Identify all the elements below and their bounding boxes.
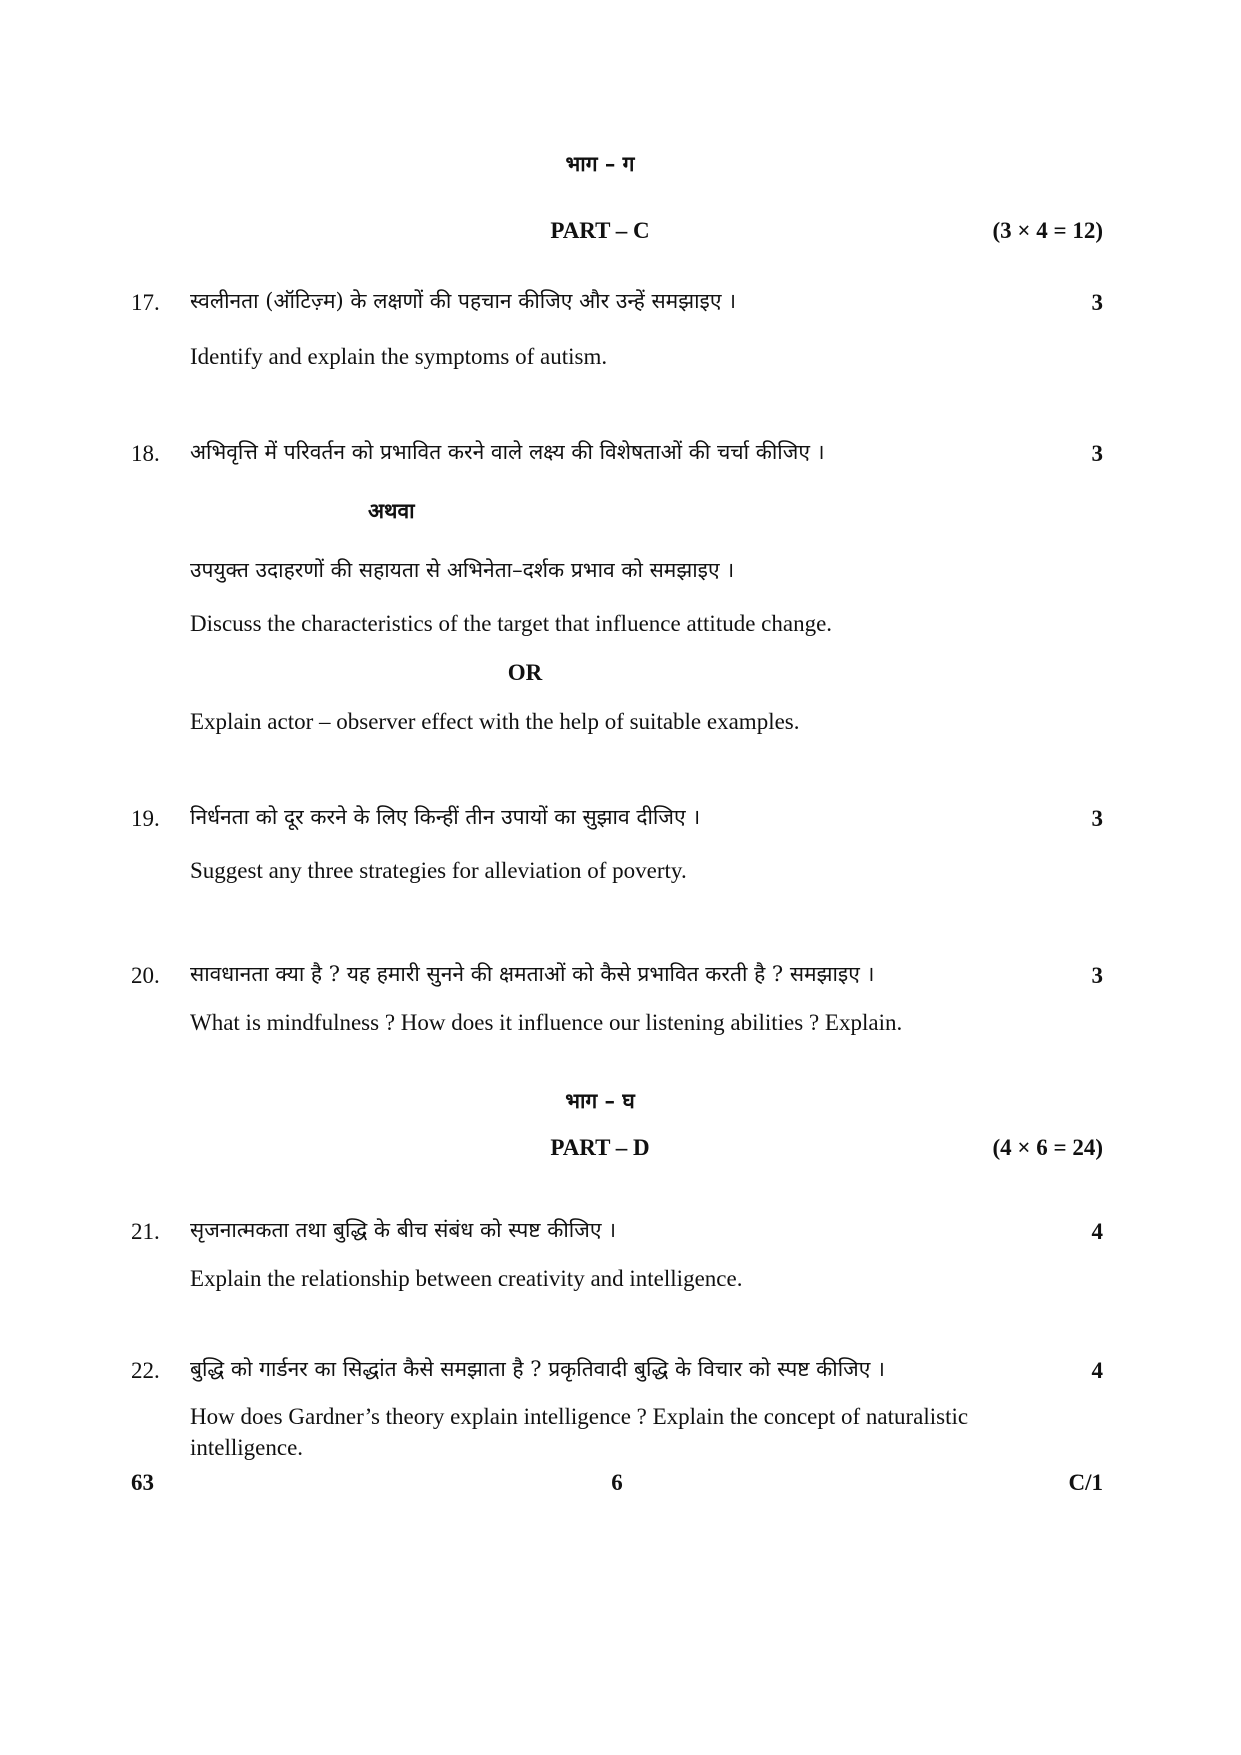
question-18-english: Discuss the characteristics of the target that influence attitude change. bbox=[190, 611, 833, 636]
question-19-number: 19. bbox=[131, 806, 160, 831]
question-22-english-line-1: How does Gardner’s theory explain intelligence ? Explain the concept of naturalistic bbox=[190, 1404, 969, 1429]
question-17-marks: 3 bbox=[1091, 290, 1103, 315]
question-21-hindi: सृजनात्मकता तथा बुद्धि के बीच संबंध को स्पष्ट कीजिए । bbox=[190, 1218, 617, 1242]
question-20-hindi: सावधानता क्या है ? यह हमारी सुनने की क्षमताओं को कैसे प्रभावित करती है ? समझाइए । bbox=[190, 962, 875, 986]
question-17-hindi: स्वलीनता (ऑटिज़्म) के लक्षणों की पहचान कीजिए और उन्हें समझाइए । bbox=[190, 289, 737, 313]
question-22-english-line-2: intelligence. bbox=[190, 1435, 304, 1460]
question-20-number: 20. bbox=[131, 963, 160, 988]
question-18-english-alternative: Explain actor – observer effect with the help of suitable examples. bbox=[190, 709, 800, 734]
footer-page-number: 6 bbox=[611, 1470, 623, 1495]
footer-question-paper-code: 63 bbox=[131, 1470, 154, 1495]
question-17-number: 17. bbox=[131, 290, 160, 315]
question-20-english: What is mindfulness ? How does it influence our listening abilities ? Explain. bbox=[190, 1010, 903, 1035]
question-19-english: Suggest any three strategies for alleviation of poverty. bbox=[190, 858, 687, 883]
part-d-marks-formula: (4 × 6 = 24) bbox=[992, 1135, 1103, 1160]
part-d-hindi-heading: भाग – घ bbox=[565, 1088, 635, 1113]
part-c-hindi-heading: भाग – ग bbox=[565, 151, 635, 176]
question-22-marks: 4 bbox=[1091, 1358, 1103, 1383]
question-21-marks: 4 bbox=[1091, 1219, 1103, 1244]
question-22-hindi: बुद्धि को गार्डनर का सिद्धांत कैसे समझाता है ? प्रकृतिवादी बुद्धि के विचार को स्पष्ट कीजिए । bbox=[190, 1357, 886, 1381]
question-18-or-hindi: अथवा bbox=[368, 498, 415, 523]
question-21-number: 21. bbox=[131, 1219, 160, 1244]
question-18-marks: 3 bbox=[1091, 441, 1103, 466]
question-18-hindi: अभिवृत्ति में परिवर्तन को प्रभावित करने वाले लक्ष्य की विशेषताओं की चर्चा कीजिए । bbox=[190, 440, 825, 464]
question-18-hindi-alternative: उपयुक्त उदाहरणों की सहायता से अभिनेता–दर्शक प्रभाव को समझाइए । bbox=[190, 558, 735, 582]
footer-set-code: C/1 bbox=[1068, 1470, 1103, 1495]
question-19-marks: 3 bbox=[1091, 806, 1103, 831]
part-d-heading: PART – D bbox=[550, 1135, 650, 1160]
question-17-english: Identify and explain the symptoms of autism. bbox=[190, 344, 608, 369]
question-21-english: Explain the relationship between creativity and intelligence. bbox=[190, 1266, 743, 1291]
question-18-or-english: OR bbox=[507, 660, 543, 685]
part-c-marks-formula: (3 × 4 = 12) bbox=[992, 218, 1103, 243]
part-c-heading: PART – C bbox=[550, 218, 650, 243]
question-20-marks: 3 bbox=[1091, 963, 1103, 988]
question-22-number: 22. bbox=[131, 1358, 160, 1383]
question-18-number: 18. bbox=[131, 441, 160, 466]
question-19-hindi: निर्धनता को दूर करने के लिए किन्हीं तीन उपायों का सुझाव दीजिए । bbox=[190, 805, 701, 829]
